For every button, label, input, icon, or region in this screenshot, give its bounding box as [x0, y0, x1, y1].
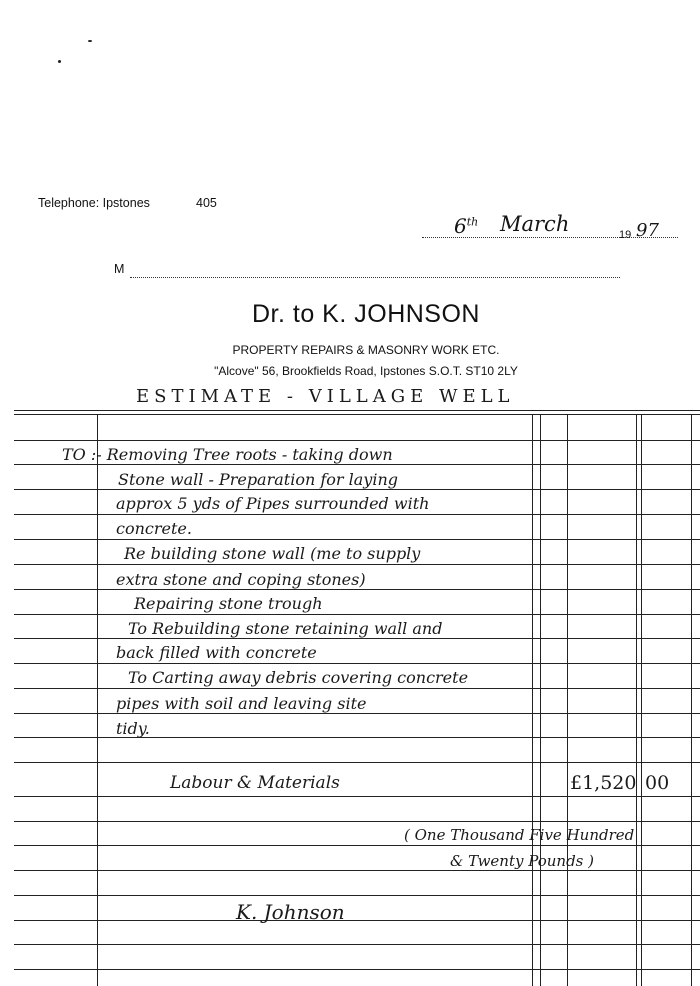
customer-label: M — [114, 262, 125, 276]
estimate-line: Re building stone wall (me to supply — [124, 544, 421, 563]
table-rule — [14, 464, 700, 465]
table-rule — [14, 845, 700, 846]
table-rule — [14, 614, 700, 615]
paper-speck — [88, 40, 92, 42]
estimate-line: To Rebuilding stone retaining wall and — [128, 619, 443, 638]
estimate-line: concrete. — [116, 519, 192, 538]
table-column-rule — [567, 414, 568, 986]
estimate-title: ESTIMATE - VILLAGE WELL — [136, 386, 515, 407]
date-year: 97 — [636, 220, 659, 241]
telephone-label: Telephone: Ipstones — [38, 196, 150, 210]
table-rule — [14, 895, 700, 896]
table-rule — [14, 870, 700, 871]
table-top-rule — [14, 410, 700, 411]
estimate-line: extra stone and coping stones) — [116, 570, 366, 589]
estimate-line: TO :- Removing Tree roots - taking down — [62, 445, 393, 464]
amount-pence: 00 — [645, 772, 670, 794]
table-rule — [14, 944, 700, 945]
table-rule — [14, 688, 700, 689]
amount-in-words: & Twenty Pounds ) — [450, 852, 594, 870]
business-address: "Alcove" 56, Brookfields Road, Ipstones S.O.T. ST10 2LY — [214, 364, 518, 378]
table-column-rule — [691, 414, 692, 986]
estimate-line: To Carting away debris covering concrete — [128, 668, 469, 687]
estimate-line: pipes with soil and leaving site — [116, 694, 367, 713]
date-day: 6th — [454, 214, 479, 238]
table-column-rule — [532, 414, 533, 986]
table-rule — [14, 440, 700, 441]
table-rule — [14, 713, 700, 714]
estimate-line: Repairing stone trough — [134, 594, 323, 613]
paper-speck — [58, 60, 61, 63]
table-rule — [14, 796, 700, 797]
signature: K. Johnson — [236, 900, 345, 924]
amount-pounds: £1,520 — [570, 772, 637, 794]
estimate-line: tidy. — [116, 719, 150, 738]
table-rule — [14, 663, 700, 664]
business-name: Dr. to K. JOHNSON — [252, 300, 480, 328]
table-column-rule — [540, 414, 541, 986]
business-trade: PROPERTY REPAIRS & MASONRY WORK ETC. — [232, 343, 500, 357]
date-month: March — [500, 212, 570, 236]
table-column-rule — [641, 414, 642, 986]
labour-materials-label: Labour & Materials — [170, 773, 340, 793]
table-column-rule — [97, 414, 98, 986]
table-rule — [14, 762, 700, 763]
customer-line — [130, 276, 620, 278]
table-top-rule — [14, 414, 700, 415]
table-rule — [14, 514, 700, 515]
date-year-prefix: 19 — [619, 229, 632, 241]
table-rule — [14, 920, 700, 921]
estimate-line: Stone wall - Preparation for laying — [118, 470, 398, 489]
table-rule — [14, 539, 700, 540]
amount-in-words: ( One Thousand Five Hundred — [404, 826, 635, 844]
estimate-line: back filled with concrete — [116, 643, 317, 662]
table-rule — [14, 638, 700, 639]
table-rule — [14, 589, 700, 590]
table-rule — [14, 821, 700, 822]
estimate-line: approx 5 yds of Pipes surrounded with — [116, 494, 430, 513]
table-rule — [14, 969, 700, 970]
telephone-number: 405 — [196, 196, 217, 210]
table-column-rule — [636, 414, 637, 986]
table-rule — [14, 489, 700, 490]
table-rule — [14, 564, 700, 565]
